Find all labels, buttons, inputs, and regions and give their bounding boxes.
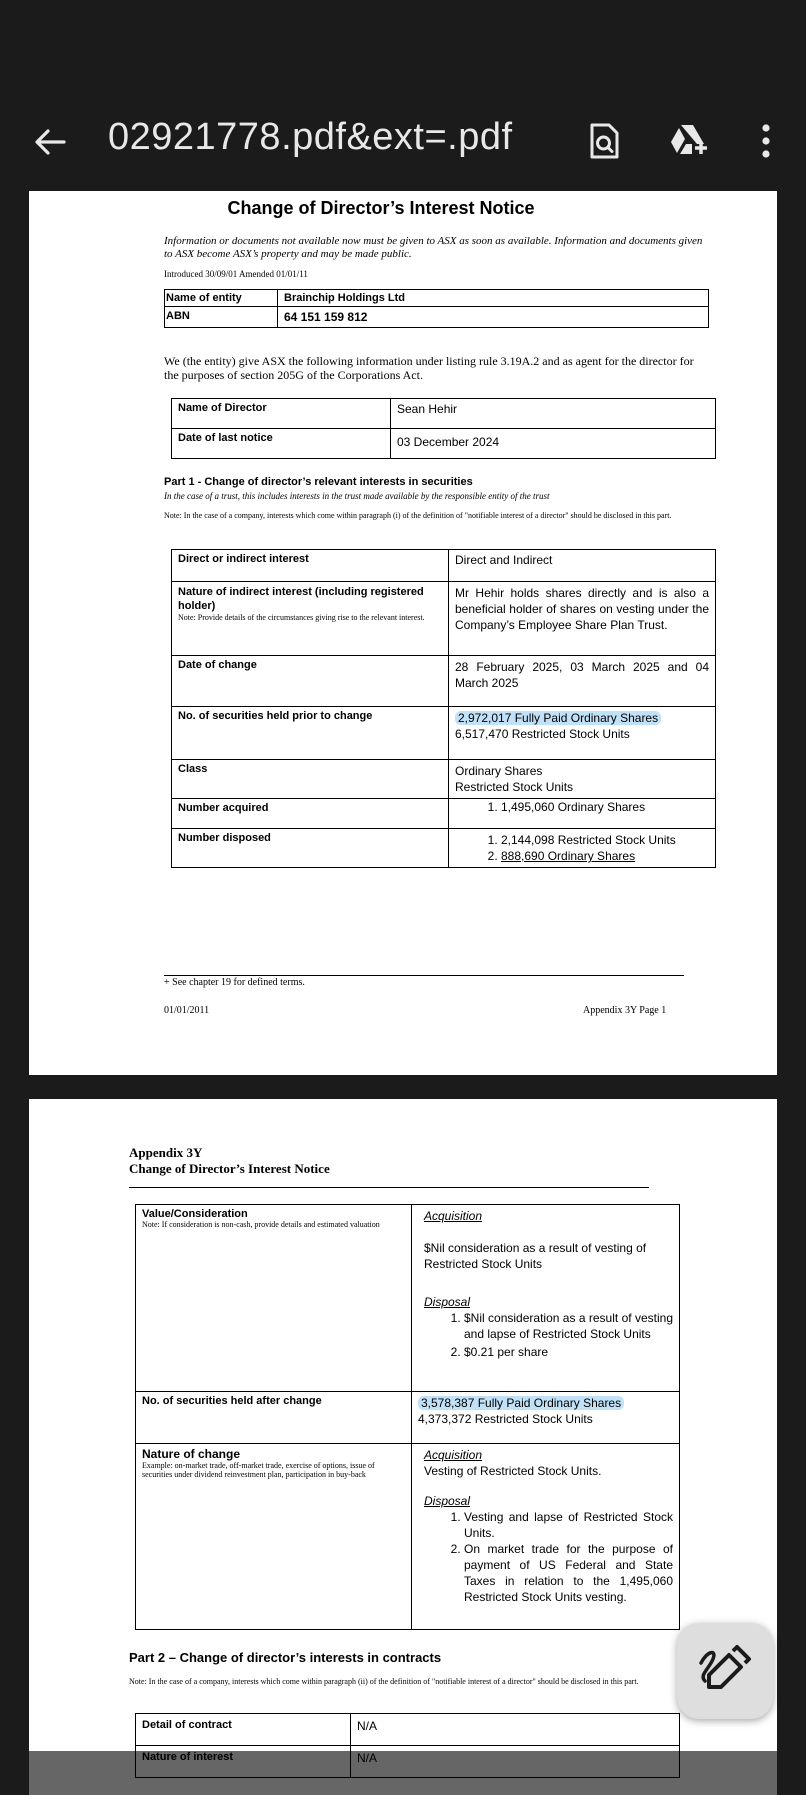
edit-annotate-icon [677, 1623, 773, 1719]
nature-indirect-label: Nature of indirect interest (including registered holder) [178, 586, 424, 612]
disposal-item-2: 2. $0.21 per share [464, 1344, 673, 1360]
part1-subtitle: In the case of a trust, this includes interests in the trust made available by the responsible entity of the trust [164, 491, 550, 501]
last-notice-label: Date of last notice [172, 429, 391, 459]
after-value-cell [412, 1392, 680, 1444]
acquisition-heading: Acquisition [424, 1209, 483, 1223]
part2-note: Note: In the case of a company, interests which come within paragraph (ii) of the definition of "notifiable interest of a director" should be disclosed in this part. [129, 1677, 639, 1686]
pdf-page-1 [29, 191, 777, 1075]
nature-change-note: Example: on-market trade, off-market trade, exercise of options, issue of securities under dividend reinvestment plan, participation in buy-back [142, 1461, 375, 1479]
nature-change-cell [136, 1444, 412, 1630]
acquired-item: 1. 1,495,060 Ordinary Shares [501, 800, 709, 814]
direct-value: Direct and Indirect [449, 550, 716, 582]
entity-table [164, 289, 709, 328]
notice-header: Change of Director’s Interest Notice [129, 1161, 330, 1176]
after-label: No. of securities held after change [136, 1392, 412, 1444]
footer-page: Appendix 3Y Page 1 [583, 1005, 667, 1016]
direct-label: Direct or indirect interest [172, 550, 449, 582]
class-label: Class [172, 760, 449, 799]
disposed-item-2: 2. 888,690 Ordinary Shares [501, 848, 709, 864]
nature-indirect-note: Note: Provide details of the circumstances giving rise to the relevant interest. [178, 613, 425, 622]
entity-label: Name of entity [165, 290, 278, 307]
nature-change-value [412, 1444, 680, 1630]
disposed-item-1: 1. 2,144,098 Restricted Stock Units [501, 832, 709, 848]
part1-table [171, 549, 716, 868]
document-search-icon[interactable] [582, 119, 626, 163]
abn-label: ABN [165, 307, 278, 328]
value-label: Value/Consideration [142, 1208, 248, 1220]
part2-title: Part 2 – Change of director’s interests in contracts [129, 1650, 442, 1665]
introduced-text: Introduced 30/09/01 Amended 01/01/11 [164, 269, 308, 279]
footer-date: 01/01/2011 [164, 1005, 210, 1016]
disposal-item-1: 1. $Nil consideration as a result of vesting and lapse of Restricted Stock Units [464, 1310, 673, 1342]
entity-value: Brainchip Holdings Ltd [278, 290, 709, 307]
prior-value-2: 6,517,470 Restricted Stock Units [455, 727, 630, 741]
nature-disp-heading: Disposal [424, 1494, 471, 1508]
nature-disp-item-1: 1. Vesting and lapse of Restricted Stock Units. [464, 1509, 673, 1541]
more-vert-icon[interactable] [752, 119, 796, 163]
nature-acq-heading: Acquisition [424, 1448, 483, 1462]
part1-note: Note: In the case of a company, interests which come within paragraph (i) of the definition of "notifiable interest of a director" should be disclosed in this part. [164, 511, 672, 520]
acquisition-text: $Nil consideration as a result of vesting of Restricted Stock Units [424, 1241, 647, 1271]
nature-acq-text: Vesting of Restricted Stock Units. [424, 1464, 602, 1478]
value-note: Note: If consideration is non-cash, provide details and estimated valuation [142, 1220, 380, 1229]
footer-rule [164, 975, 684, 976]
contract-label: Detail of contract [136, 1714, 351, 1746]
contract-value: N/A [351, 1714, 680, 1746]
statement-text: We (the entity) give ASX the following information under listing rule 3.19A.2 and as agent for the director for the purposes of section 205G of the Corporations Act. [164, 354, 694, 382]
director-value: Sean Hehir [391, 399, 716, 429]
class-value-1: Ordinary Shares [455, 764, 543, 778]
bottom-scrim [29, 1751, 777, 1795]
document-title: 02921778.pdf&ext=.pdf [108, 116, 513, 158]
intro-text: Information or documents not available now must be given to ASX as soon as available. Information and documents given to ASX become ASX’s property and may be made public. [164, 235, 703, 260]
nature-disp-item-2: 2. On market trade for the purpose of payment of US Federal and State Taxes in relation to the 1,495,060 Restricted Stock Units vesting. [464, 1541, 673, 1605]
page-title: Change of Director’s Interest Notice [227, 198, 535, 218]
class-value-2: Restricted Stock Units [455, 780, 574, 794]
director-label: Name of Director [172, 399, 391, 429]
value-consideration-cell [136, 1205, 412, 1392]
last-notice-value: 03 December 2024 [391, 429, 716, 459]
part1-title: Part 1 - Change of director’s relevant interests in securities [164, 476, 473, 488]
director-table [171, 398, 716, 459]
date-of-change-label: Date of change [172, 656, 449, 707]
annotate-fab[interactable] [677, 1623, 773, 1719]
nature-change-label: Nature of change [142, 1447, 241, 1461]
disposal-heading: Disposal [424, 1295, 471, 1309]
pdf-page-2 [29, 1099, 777, 1795]
nature-indirect-cell [172, 582, 449, 656]
acquired-label: Number acquired [172, 799, 449, 829]
after-value-2: 4,373,372 Restricted Stock Units [418, 1412, 593, 1426]
part1-continued-table [135, 1204, 680, 1630]
arrow-left-icon[interactable] [30, 122, 70, 162]
nature-indirect-value: Mr Hehir holds shares directly and is also a beneficial holder of shares on vesting under the Company’s Employee Share Plan Trust. [449, 582, 716, 656]
prior-value-highlight: 2,972,017 Fully Paid Ordinary Shares [455, 711, 661, 725]
header-rule [129, 1187, 649, 1188]
prior-value-cell [449, 707, 716, 760]
disposed-value-cell [449, 829, 716, 868]
after-value-highlight: 3,578,387 Fully Paid Ordinary Shares [418, 1396, 624, 1410]
value-consideration-value [412, 1205, 680, 1392]
google-drive-add-icon[interactable] [666, 119, 710, 163]
acquired-value-cell [449, 799, 716, 829]
appendix-header: Appendix 3Y [129, 1145, 203, 1160]
disposed-label: Number disposed [172, 829, 449, 868]
abn-value: 64 151 159 812 [278, 307, 709, 328]
footnote: + See chapter 19 for defined terms. [164, 977, 305, 988]
date-of-change-value: 28 February 2025, 03 March 2025 and 04 March 2025 [449, 656, 716, 707]
prior-label: No. of securities held prior to change [172, 707, 449, 760]
class-value-cell [449, 760, 716, 799]
top-app-bar [0, 0, 806, 190]
